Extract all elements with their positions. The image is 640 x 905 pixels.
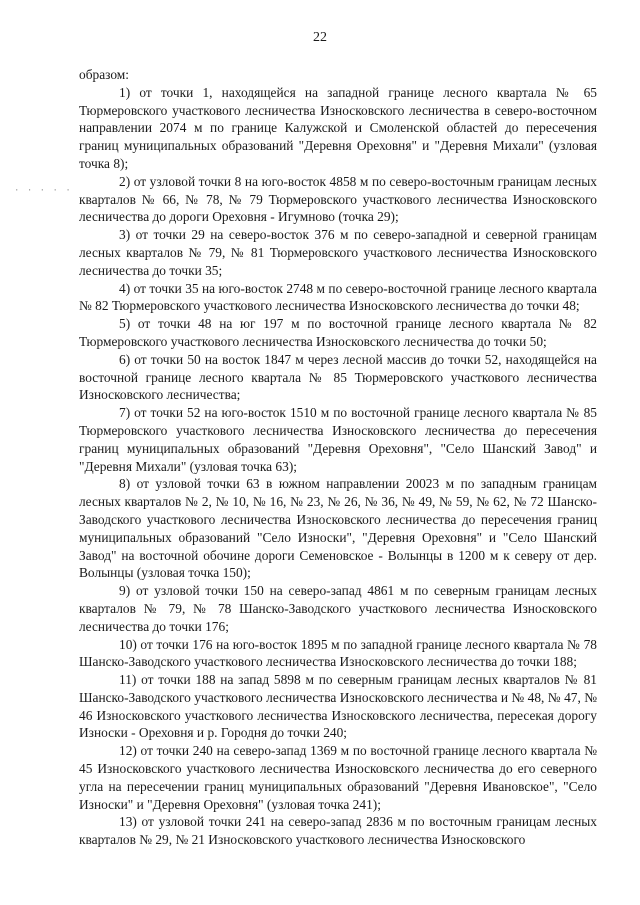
list-item: 8) от узловой точки 63 в южном направлении 20023 м по западным границам лесных кварталов № 2, № 10, № 16, № 23, № 26, № 36, № 49, № 59, № 62, № 72 Шанско-Заводского участкового лесничества Износковского лесничества до пересечения границ муниципальных образований "Село Износки", "Деревня Ореховня" и "Село Шанский Завод" на восточной обочине дороги Семеновское - Волынцы в 1200 м к северу от дер. Волынцы (узловая точка 150); (79, 476, 597, 581)
list-item: 12) от точки 240 на северо-запад 1369 м по восточной границе лесного квартала № 45 Износковского участкового лесничества Износковского лесничества до его северного угла на пересечении границ муниципальных образований "Деревня Ивановское", "Село Износки" и "Деревня Ореховня" (узловая точка 241); (79, 743, 597, 812)
list-item: 3) от точки 29 на северо-восток 376 м по северо-западной и северной границам лесных кварталов № 79, № 81 Тюрмеровского участкового лесничества Износковского лесничества до точки 35; (79, 227, 597, 278)
document-body (79, 66, 597, 849)
list-item: 11) от точки 188 на запад 5898 м по северным границам лесных кварталов № 81 Шанско-Заводского участкового лесничества Износковского лесничества и № 48, № 47, № 46 Износковского участкового лесничества Износковского лесничества, пересекая дорогу Износки - Ореховня и р. Городня до точки 240; (79, 672, 597, 741)
list-item: 2) от узловой точки 8 на юго-восток 4858 м по северо-восточным границам лесных кварталов № 66, № 78, № 79 Тюрмеровского участкового лесничества Износковского лесничества до дороги Ореховня - Игумново (точка 29); (79, 173, 597, 225)
page-number: 22 (313, 30, 327, 45)
scan-artifact: · · · · · (14, 186, 72, 196)
list-item: 4) от точки 35 на юго-восток 2748 м по северо-восточной границе лесного квартала № 82 Тюрмеровского участкового лесничества Износковского лесничества до точки 48; (79, 280, 597, 314)
list-item: 13) от узловой точки 241 на северо-запад 2836 м по восточным границам лесных кварталов № 29, № 21 Износковского участкового лесничества Износковского (79, 814, 597, 848)
list-item: 5) от точки 48 на юг 197 м по восточной границе лесного квартала № 82 Тюрмеровского участкового лесничества Износковского лесничества до точки 50; (79, 316, 597, 349)
list-item: 6) от точки 50 на восток 1847 м через лесной массив до точки 52, находящейся на восточной границе лесного квартала № 85 Тюрмеровского участкового лесничества Износковского лесничества; (79, 351, 597, 403)
list-item: 10) от точки 176 на юго-восток 1895 м по западной границе лесного квартала № 78 Шанско-Заводского участкового лесничества Износковского лесничества до точки 188; (79, 636, 597, 670)
list-item: 9) от узловой точки 150 на северо-запад 4861 м по северным границам лесных кварталов № 79, № 78 Шанско-Заводского участкового лесничества Износковского лесничества до точки 176; (79, 583, 597, 634)
intro-text: образом: (79, 67, 129, 82)
list-item: 7) от точки 52 на юго-восток 1510 м по восточной границе лесного квартала № 85 Тюрмеровского участкового лесничества Износковского лесничества до пересечения границ муниципальных образований "Деревня Ореховня", "Село Шанский Завод" и "Деревня Михали" (узловая точка 63); (79, 405, 597, 474)
list-item: 1) от точки 1, находящейся на западной границе лесного квартала № 65 Тюрмеровского участкового лесничества Износковского лесничества в северо-восточном направлении 2074 м по границе Калужской и Смоленской областей до пересечения границ муниципальных образований "Деревня Ореховня" и "Деревня Михали" (узловая точка 8); (79, 84, 597, 171)
